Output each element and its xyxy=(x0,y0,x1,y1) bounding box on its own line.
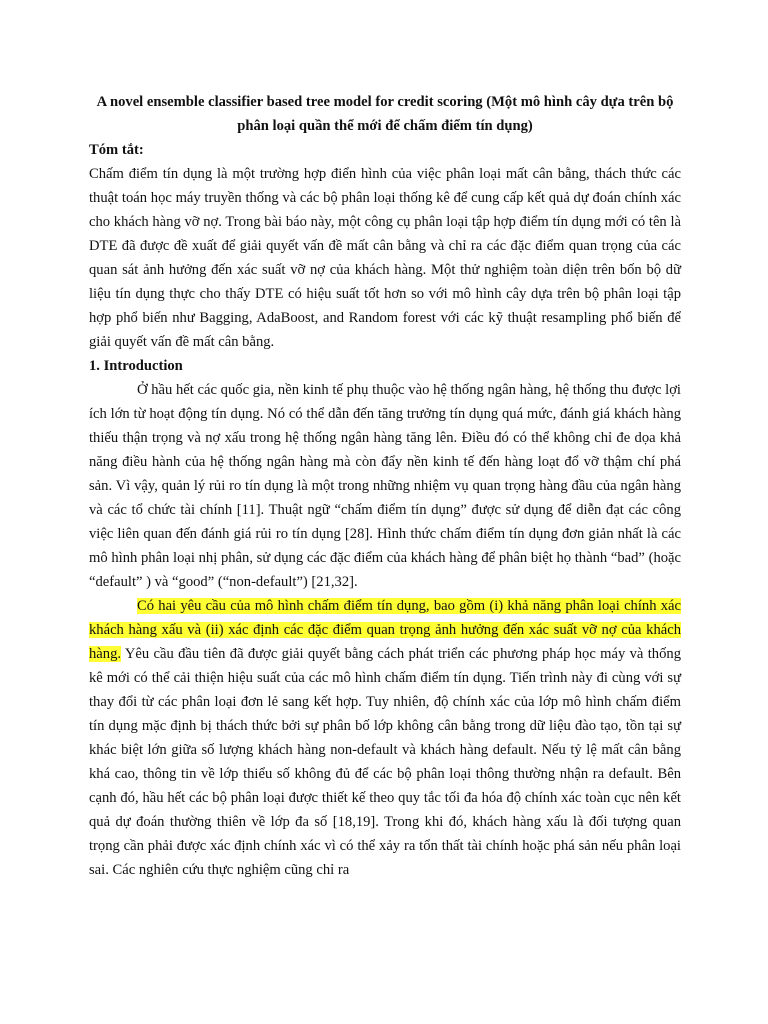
document-page xyxy=(89,90,681,882)
abstract-paragraph: Chấm điểm tín dụng là một trường hợp điển hình của việc phân loại mất cân bằng, thách thức các thuật toán học máy truyền thống và các bộ phân loại thống kê để cung cấp kết quả dự đoán chính xác cho khách hàng vỡ nợ. Trong bài báo này, một công cụ phân loại tập hợp điểm tín dụng mới có tên là DTE đã được đề xuất để giải quyết vấn đề mất cân bằng và chỉ ra các đặc điểm quan trọng của các quan sát ảnh hưởng đến xác suất vỡ nợ của khách hàng. Một thử nghiệm toàn diện trên bốn bộ dữ liệu tín dụng thực cho thấy DTE có hiệu suất tốt hơn so với mô hình cây dựa trên bộ phân loại tập hợp phổ biến như Bagging, AdaBoost, and Random forest với các kỹ thuật resampling phổ biến để giải quyết vấn đề mất cân bằng. xyxy=(89,166,681,350)
intro-paragraph-1: Ở hầu hết các quốc gia, nền kinh tế phụ thuộc vào hệ thống ngân hàng, hệ thống thu được lợi ích lớn từ hoạt động tín dụng. Nó có thể dẫn đến tăng trưởng tín dụng quá mức, đánh giá khách hàng thiếu thận trọng và nợ xấu trong hệ thống ngân hàng tăng lên. Điều đó có thể không chỉ đe dọa khả năng điều hành của hệ thống ngân hàng mà còn đẩy nền kinh tế đến hàng loạt đổ vỡ thậm chí phá sản. Vì vậy, quản lý rủi ro tín dụng là một trong những nhiệm vụ quan trọng hàng đầu của ngân hàng và các tổ chức tài chính [11]. Thuật ngữ “chấm điểm tín dụng” được sử dụng để diễn đạt các công việc liên quan đến đánh giá rủi ro tín dụng [28]. Hình thức chấm điểm tín dụng đơn giản nhất là các mô hình phân loại nhị phân, sử dụng các đặc điểm của khách hàng để phân biệt họ thành “bad” (hoặc “default” ) và “good” (“non-default”) [21,32]. xyxy=(89,382,681,590)
paragraph-text: Yêu cầu đầu tiên đã được giải quyết bằng cách phát triển các phương pháp học máy và thống kê mới có thể cải thiện hiệu suất của các mô hình chấm điểm tín dụng. Tiến trình này đi cùng với sự thay đổi từ các phân loại đơn lẻ sang kết hợp. Tuy nhiên, độ chính xác của lớp mô hình chấm điểm tín dụng mặc định bị thách thức bởi sự phân bố lớp không cân bằng trong dữ liệu đào tạo, tồn tại sự khác biệt lớn giữa số lượng khách hàng non-default và khách hàng default. Nếu tỷ lệ mất cân bằng khá cao, thông tin về lớp thiểu số không đủ để các bộ phân loại thông thường nhận ra default. Bên cạnh đó, hầu hết các bộ phân loại được thiết kế theo quy tắc tối đa hóa độ chính xác toàn cục nên kết quả dự đoán thường thiên về lớp đa số [18,19]. Trong khi đó, khách hàng xấu là đối tượng quan trọng cần phải được xác định chính xác vì có thể xảy ra tổn thất tài chính hoặc phá sản nếu phân loại sai. Các nghiên cứu thực nghiệm cũng chỉ ra xyxy=(89,646,681,878)
document-title: A novel ensemble classifier based tree model for credit scoring (Một mô hình cây dựa trên bộ phân loại quần thể mới để chấm điểm tín dụng) xyxy=(96,94,674,134)
intro-paragraph-2 xyxy=(89,594,681,882)
section-heading-introduction: 1. Introduction xyxy=(89,358,183,374)
highlighted-text: Có hai yêu cầu của mô hình chấm điểm tín dụng, bao gồm (i) khả năng phân loại chính xác khách hàng xấu và (ii) xác định các đặc điểm quan trọng ảnh hưởng đến xác suất vỡ nợ của khách hàng. xyxy=(89,598,681,662)
abstract-heading: Tóm tắt: xyxy=(89,142,144,158)
